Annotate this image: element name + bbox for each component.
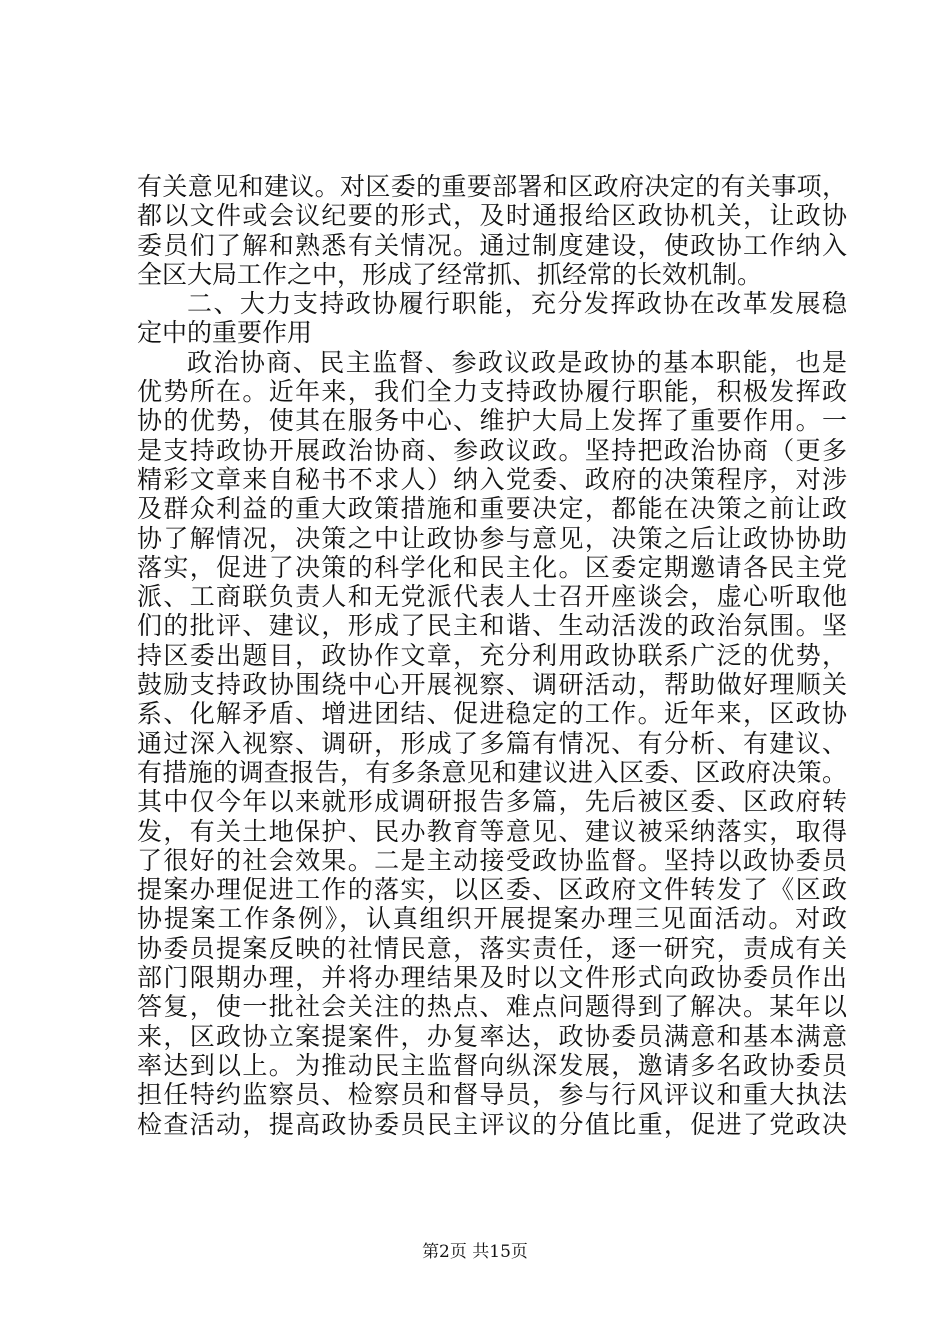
text-line: 率达到以上。为推动民主监督向纵深发展，邀请多名政协委员 <box>137 1050 847 1080</box>
text-line: 通过深入视察、调研，形成了多篇有情况、有分析、有建议、 <box>137 728 847 758</box>
text-line: 协了解情况，决策之中让政协参与意见，决策之后让政协协助 <box>137 523 847 553</box>
text-line: 委员们了解和熟悉有关情况。通过制度建设，使政协工作纳入 <box>137 230 847 260</box>
text-line: 有关意见和建议。对区委的重要部署和区政府决定的有关事项， <box>137 172 847 201</box>
document-body <box>137 172 847 1139</box>
text-line: 协提案工作条例》，认真组织开展提案办理三见面活动。对政 <box>137 904 847 934</box>
page-footer: 第2页 共15页 <box>422 1242 528 1262</box>
text-line: 是支持政协开展政治协商、参政议政。坚持把政治协商（更多 <box>137 435 847 465</box>
text-line: 落实，促进了决策的科学化和民主化。区委定期邀请各民主党 <box>137 552 847 582</box>
text-line: 答复，使一批社会关注的热点、难点问题得到了解决。某年以 <box>137 992 847 1022</box>
text-line: 了很好的社会效果。二是主动接受政协监督。坚持以政协委员 <box>137 845 847 875</box>
text-line: 持区委出题目，政协作文章，充分利用政协联系广泛的优势， <box>137 640 847 670</box>
text-line: 检查活动，提高政协委员民主评议的分值比重，促进了党政决 <box>137 1109 847 1139</box>
text-line: 定中的重要作用 <box>137 318 313 348</box>
text-line: 协委员提案反映的社情民意，落实责任，逐一研究，责成有关 <box>137 933 847 963</box>
text-line: 及群众利益的重大政策措施和重要决定，都能在决策之前让政 <box>137 494 847 524</box>
text-line: 发，有关土地保护、民办教育等意见、建议被采纳落实，取得 <box>137 816 847 846</box>
text-line: 们的批评、建议，形成了民主和谐、生动活泼的政治氛围。坚 <box>137 611 847 641</box>
text-line: 来，区政协立案提案件，办复率达，政协委员满意和基本满意 <box>137 1021 847 1051</box>
text-line: 派、工商联负责人和无党派代表人士召开座谈会，虚心听取他 <box>137 582 847 612</box>
text-line: 协的优势，使其在服务中心、维护大局上发挥了重要作用。一 <box>137 406 847 436</box>
text-line: 系、化解矛盾、增进团结、促进稳定的工作。近年来，区政协 <box>137 699 847 729</box>
text-line: 优势所在。近年来，我们全力支持政协履行职能，积极发挥政 <box>137 377 847 407</box>
text-line: 其中仅今年以来就形成调研报告多篇，先后被区委、区政府转 <box>137 787 847 817</box>
text-line: 有措施的调查报告，有多条意见和建议进入区委、区政府决策。 <box>137 757 847 787</box>
text-line: 部门限期办理，并将办理结果及时以文件形式向政协委员作出 <box>137 963 847 993</box>
text-line: 鼓励支持政协围绕中心开展视察、调研活动，帮助做好理顺关 <box>137 670 847 700</box>
text-line: 都以文件或会议纪要的形式，及时通报给区政协机关，让政协 <box>137 201 847 231</box>
text-line: 政治协商、民主监督、参政议政是政协的基本职能，也是 <box>187 347 847 377</box>
text-line: 担任特约监察员、检察员和督导员，参与行风评议和重大执法 <box>137 1080 847 1110</box>
text-line: 全区大局工作之中，形成了经常抓、抓经常的长效机制。 <box>137 259 763 289</box>
text-line: 二、大力支持政协履行职能，充分发挥政协在改革发展稳 <box>187 289 847 319</box>
text-line: 精彩文章来自秘书不求人）纳入党委、政府的决策程序，对涉 <box>137 464 847 494</box>
text-line: 提案办理促进工作的落实，以区委、区政府文件转发了《区政 <box>137 875 847 905</box>
